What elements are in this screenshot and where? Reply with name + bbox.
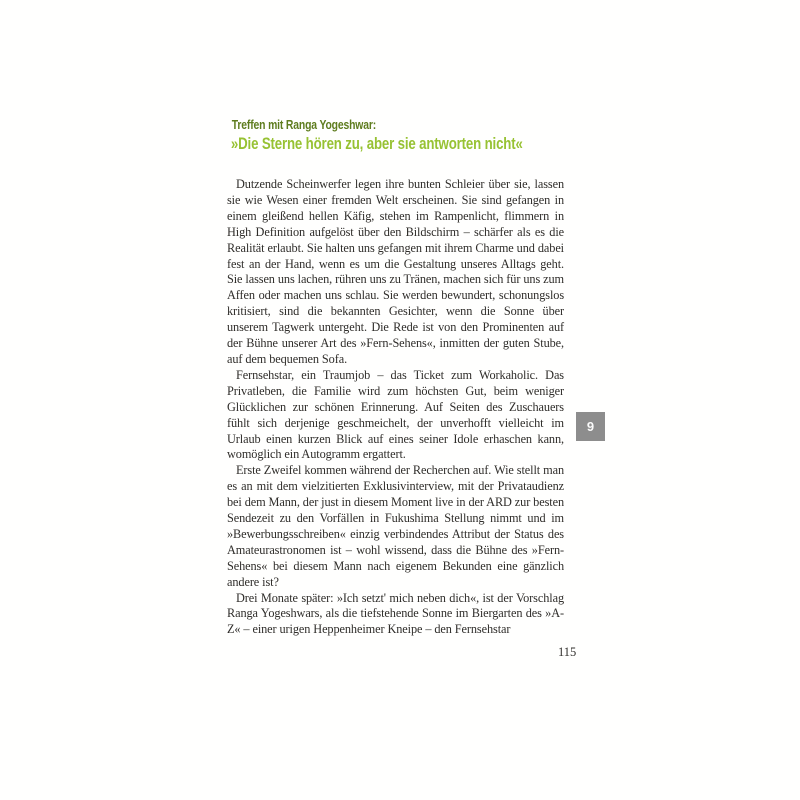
body-paragraph: Fernsehstar, ein Traumjob – das Ticket zum Workaholic. Das Privatleben, die Familie wird zum höchsten Gut, beim weniger Glücklichen zur schönen Erinnerung. Auf Seiten des Zuschauers fühlt sich derjenige geschmeichelt, der unverhofft vielleicht im Urlaub einen kurzen Blick auf eines seiner Idole erhaschen kann, womöglich ein Autogramm ergattert. (227, 367, 564, 462)
body-paragraph: Erste Zweifel kommen während der Recherchen auf. Wie stellt man es an mit dem vielzitierten Exklusivinterview, mit der Privataudienz bei dem Mann, der just in diesem Moment live in der ARD zur besten Sendezeit zu den Vorfällen in Fukushima Stellung nimmt und im »Bewerbungsschreiben« einzig verbindendes Attribut der Status des Amateurastronomen ist – wohl wissend, dass die Bühne des »Fern-Sehens« bei diesem Mann nach eigenem Bekunden eine gänzlich andere ist? (227, 463, 564, 589)
chapter-kicker: Treffen mit Ranga Yogeshwar: (231, 117, 377, 132)
content-column (227, 117, 564, 638)
body-text (227, 177, 564, 638)
chapter-tab (576, 412, 605, 441)
chapter-tab-label: 9 (586, 419, 595, 434)
body-paragraph: Dutzende Scheinwerfer legen ihre bunten Schleier über sie, lassen sie wie Wesen einer fremden Welt erscheinen. Sie sind gefangen in einem gleißend hellen Käfig, stehen im Rampenlicht, flimmern in High Definition aufgelöst über den Bildschirm – schärfer als es die Realität erlaubt. Sie halten uns gefangen mit ihrem Charme und dabei fest an der Hand, wenn es um die Gestaltung unseres Alltags geht. Sie lassen uns lachen, rühren uns zu Tränen, machen sich für uns zum Affen oder machen uns schlau. Sie werden bewundert, schonungslos kritisiert, sind die bekannten Gesichter, wenn die Sonne über unserem Tagwerk untergeht. Die Rede ist von den Prominenten auf der Bühne unserer Art des »Fern-Sehens«, inmitten der guten Stube, auf dem bequemen Sofa. (227, 177, 564, 366)
page-number: 115 (558, 645, 577, 659)
chapter-title: »Die Sterne hören zu, aber sie antworten nicht« (230, 134, 523, 153)
body-paragraph: Drei Monate später: »Ich setzt' mich neben dich«, ist der Vorschlag Ranga Yogeshwars, als die tiefstehende Sonne im Biergarten des »A-Z« – einer urigen Heppenheimer Kneipe – den Fernsehstar (227, 590, 564, 637)
